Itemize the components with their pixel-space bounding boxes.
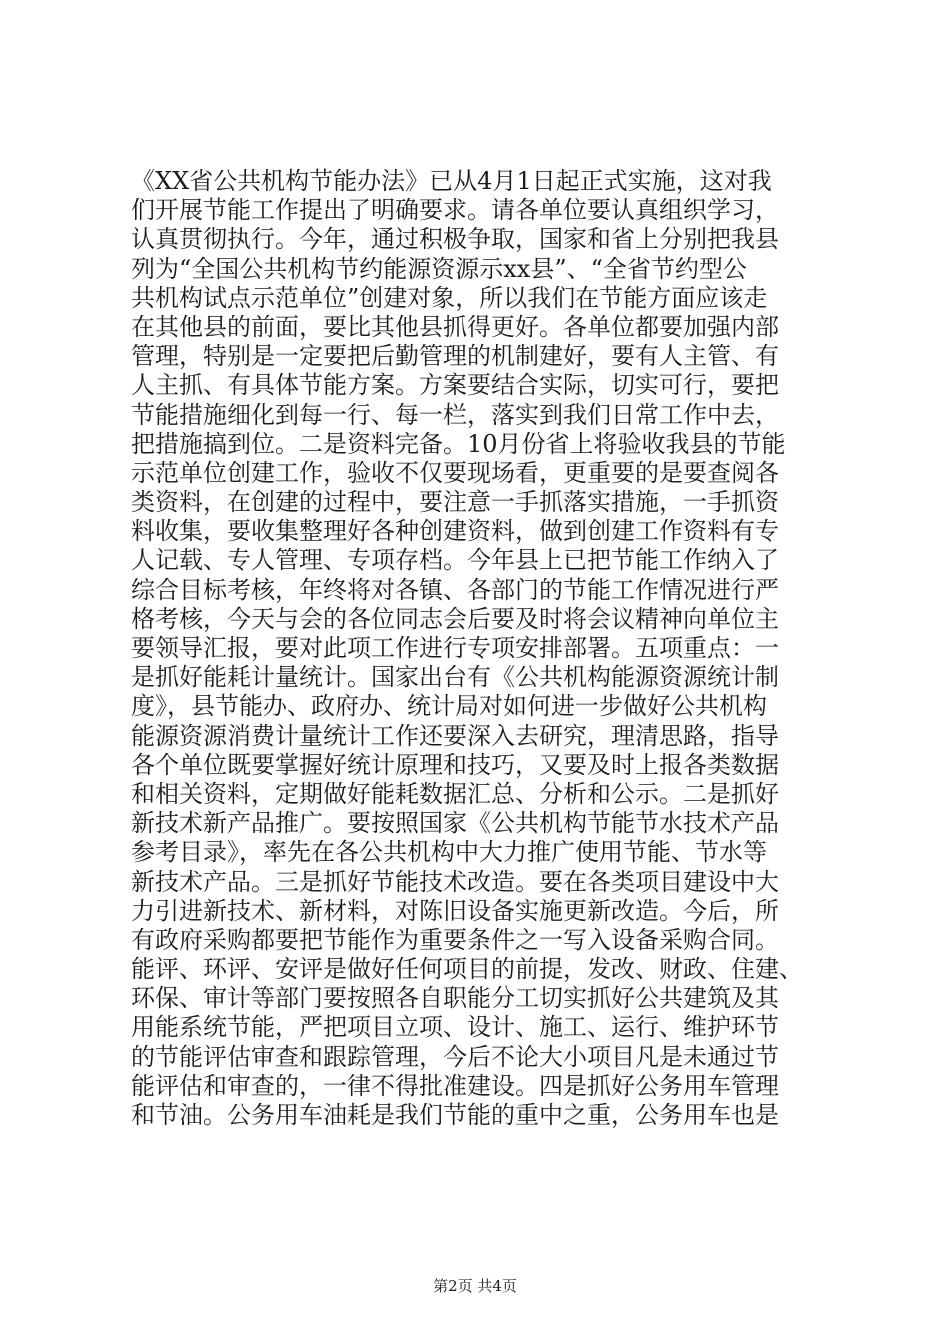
text-line: 和相关资料，定期做好能耗数据汇总、分析和公示。二是抓好 [131,779,779,808]
text-line: 环保、审计等部门要按照各自职能分工切实抓好公共建筑及其 [131,984,779,1013]
text-line: 人主抓、有具体节能方案。方案要结合实际，切实可行，要把 [131,371,779,400]
text-line: 把措施搞到位。二是资料完备。10月份省上将验收我县的节能 [131,429,786,458]
text-line: 度》，县节能办、政府办、统计局对如何进一步做好公共机构 [131,692,767,721]
text-line: 类资料，在创建的过程中，要注意一手抓落实措施，一手抓资 [131,488,779,517]
text-line: 是抓好能耗计量统计。国家出台有《公共机构能源资源统计制 [131,663,779,692]
text-line: 和节油。公务用车油耗是我们节能的重中之重，公务用车也是 [131,1101,779,1129]
text-line: 人记载、专人管理、专项存档。今年县上已把节能工作纳入了 [131,546,779,575]
text-line: 有政府采购都要把节能作为重要条件之一写入设备采购合同。 [131,925,779,954]
text-line: 各个单位既要掌握好统计原理和技巧，又要及时上报各类数据 [131,750,779,779]
text-line: 的节能评估审查和跟踪管理，今后不论大小项目凡是未通过节 [131,1042,779,1071]
text-line: 格考核，今天与会的各位同志会后要及时将会议精神向单位主 [131,604,779,633]
text-line: 要领导汇报，要对此项工作进行专项安排部署。五项重点：一 [131,634,779,662]
text-line: 共机构试点示范单位”创建对象，所以我们在节能方面应该走 [131,283,768,312]
text-line: 们开展节能工作提出了明确要求。请各单位要认真组织学习， [131,196,779,225]
text-line: 认真贯彻执行。今年，通过积极争取，国家和省上分别把我县 [131,225,779,254]
text-line: 能评、环评、安评是做好任何项目的前提，发改、财政、住建、 [131,955,803,984]
text-line: 《XX省公共机构节能办法》已从4月1日起正式实施，这对我 [131,167,772,195]
text-line: 示范单位创建工作，验收不仅要现场看，更重要的是要查阅各 [131,458,779,487]
text-line: 新技术新产品推广。要按照国家《公共机构节能节水技术产品 [131,809,779,838]
text-line: 新技术产品。三是抓好节能技术改造。要在各类项目建设中大 [131,867,779,896]
page-number-footer: 第2页 共4页 [433,1277,517,1295]
text-line: 力引进新技术、新材料，对陈旧设备实施更新改造。今后，所 [131,896,779,925]
text-line: 管理，特别是一定要把后勤管理的机制建好，要有人主管、有 [131,342,779,371]
body-paragraph [131,167,831,1130]
text-line: 能源资源消费计量统计工作还要深入去研究，理清思路，指导 [131,721,779,750]
text-line: 用能系统节能，严把项目立项、设计、施工、运行、维护环节 [131,1013,779,1042]
text-line: 能评估和审查的，一律不得批准建设。四是抓好公务用车管理 [131,1071,779,1100]
text-line: 料收集，要收集整理好各种创建资料，做到创建工作资料有专 [131,517,779,546]
text-line: 在其他县的前面，要比其他县抓得更好。各单位都要加强内部 [131,312,779,341]
text-line: 列为“全国公共机构节约能源资源示xx县”、“全省节约型公 [131,254,747,283]
text-line: 参考目录》，率先在各公共机构中大力推广使用节能、节水等 [131,838,767,867]
text-line: 节能措施细化到每一行、每一栏，落实到我们日常工作中去， [131,400,779,429]
text-line: 综合目标考核，年终将对各镇、各部门的节能工作情况进行严 [131,575,779,604]
